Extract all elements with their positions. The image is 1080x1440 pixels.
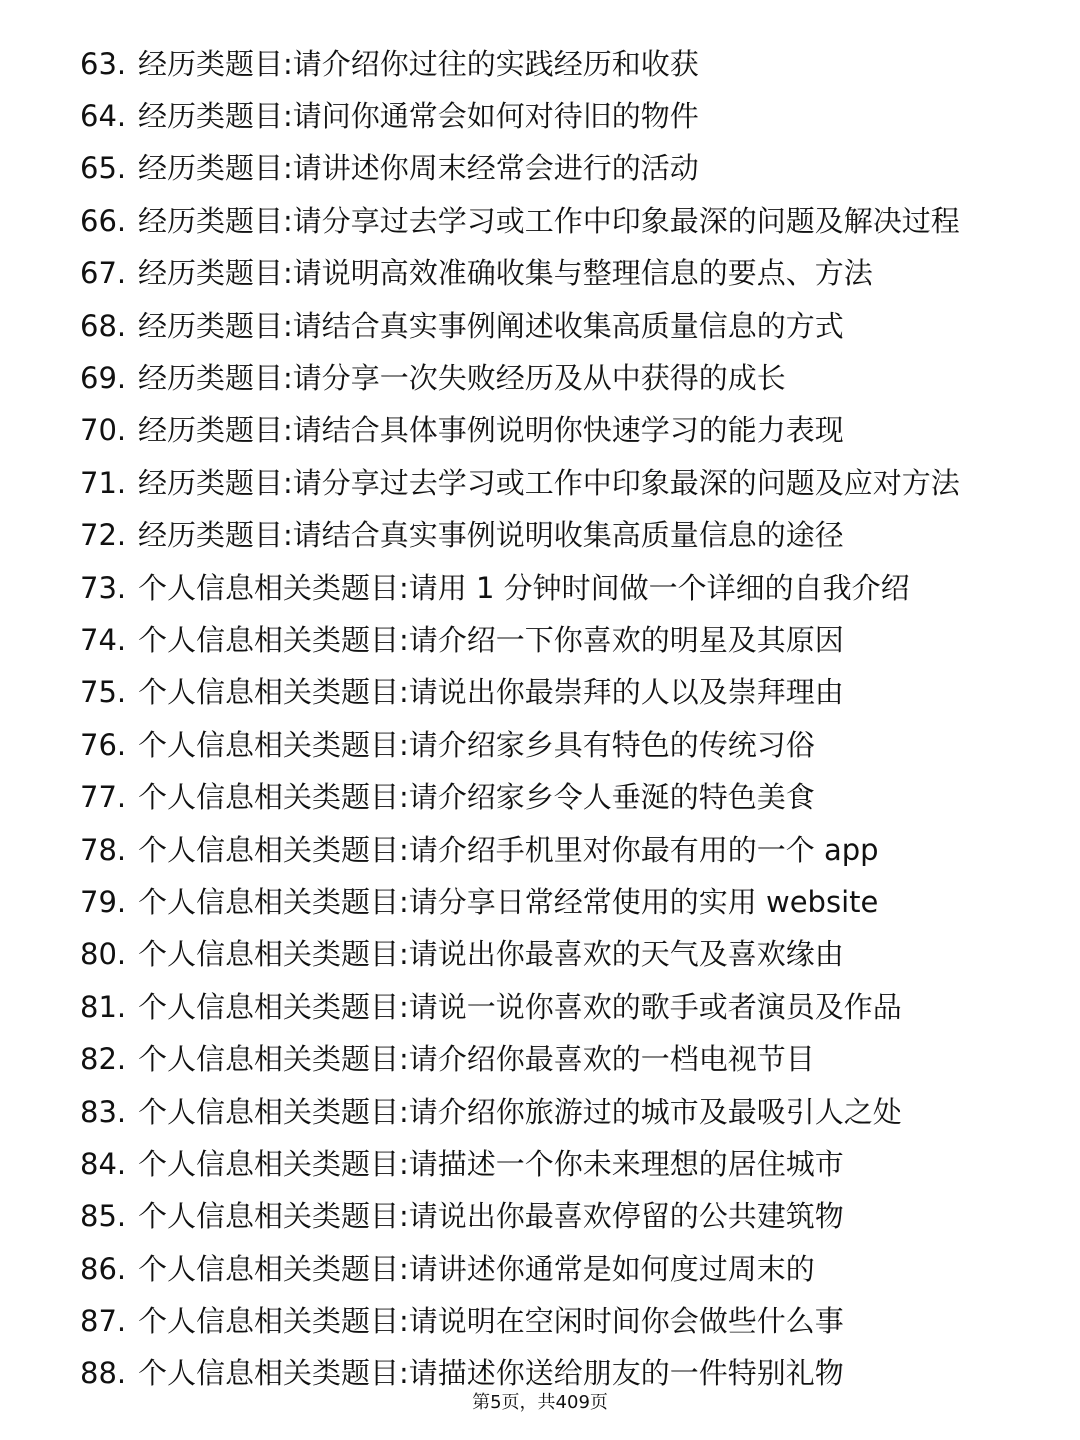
item-number: 68. bbox=[80, 308, 127, 343]
item-text: 个人信息相关类题目:请描述你送给朋友的一件特别礼物 bbox=[138, 1356, 844, 1391]
item-number: 67. bbox=[80, 256, 127, 291]
item-number: 79. bbox=[80, 884, 127, 919]
item-text: 经历类题目:请分享过去学习或工作中印象最深的问题及解决过程 bbox=[138, 203, 960, 238]
list-item bbox=[80, 38, 1060, 90]
item-number: 70. bbox=[80, 413, 127, 448]
item-number: 76. bbox=[80, 727, 127, 762]
item-number: 66. bbox=[80, 203, 127, 238]
item-text: 经历类题目:请分享过去学习或工作中印象最深的问题及应对方法 bbox=[138, 465, 960, 500]
item-number: 69. bbox=[80, 361, 127, 396]
item-number: 82. bbox=[80, 1042, 127, 1077]
item-text: 个人信息相关类题目:请介绍手机里对你最有用的一个 app bbox=[138, 832, 879, 867]
list-item bbox=[80, 510, 1060, 562]
list-item bbox=[80, 457, 1060, 509]
list-item bbox=[80, 405, 1060, 457]
item-text: 个人信息相关类题目:请介绍你旅游过的城市及最吸引人之处 bbox=[138, 1094, 902, 1129]
item-number: 71. bbox=[80, 465, 127, 500]
list-item bbox=[80, 352, 1060, 404]
item-text: 个人信息相关类题目:请介绍家乡令人垂涎的特色美食 bbox=[138, 780, 815, 815]
question-list bbox=[80, 38, 1060, 1400]
list-item bbox=[80, 824, 1060, 876]
item-text: 个人信息相关类题目:请介绍家乡具有特色的传统习俗 bbox=[138, 727, 815, 762]
item-number: 88. bbox=[80, 1356, 127, 1391]
page-number: 第5页，共409页 bbox=[472, 1392, 608, 1413]
list-item bbox=[80, 981, 1060, 1033]
item-number: 84. bbox=[80, 1146, 127, 1181]
item-text: 个人信息相关类题目:请用 1 分钟时间做一个详细的自我介绍 bbox=[138, 570, 910, 605]
list-item bbox=[80, 1191, 1060, 1243]
list-item bbox=[80, 248, 1060, 300]
list-item bbox=[80, 876, 1060, 928]
list-item bbox=[80, 143, 1060, 195]
item-number: 64. bbox=[80, 99, 127, 134]
list-item bbox=[80, 771, 1060, 823]
item-text: 经历类题目:请结合具体事例说明你快速学习的能力表现 bbox=[138, 413, 844, 448]
item-number: 73. bbox=[80, 570, 127, 605]
item-number: 63. bbox=[80, 46, 127, 81]
item-text: 个人信息相关类题目:请说一说你喜欢的歌手或者演员及作品 bbox=[138, 989, 902, 1024]
item-number: 72. bbox=[80, 518, 127, 553]
item-text: 经历类题目:请分享一次失败经历及从中获得的成长 bbox=[138, 361, 786, 396]
list-item bbox=[80, 562, 1060, 614]
item-text: 个人信息相关类题目:请讲述你通常是如何度过周末的 bbox=[138, 1251, 815, 1286]
list-item bbox=[80, 719, 1060, 771]
list-item bbox=[80, 614, 1060, 666]
item-text: 经历类题目:请说明高效准确收集与整理信息的要点、方法 bbox=[138, 256, 873, 291]
item-number: 85. bbox=[80, 1199, 127, 1234]
item-text: 个人信息相关类题目:请说出你最崇拜的人以及崇拜理由 bbox=[138, 675, 844, 710]
item-number: 87. bbox=[80, 1304, 127, 1339]
item-number: 80. bbox=[80, 937, 127, 972]
item-text: 个人信息相关类题目:请说明在空闲时间你会做些什么事 bbox=[138, 1304, 844, 1339]
item-text: 个人信息相关类题目:请分享日常经常使用的实用 website bbox=[138, 884, 879, 919]
list-item bbox=[80, 1243, 1060, 1295]
list-item bbox=[80, 1086, 1060, 1138]
list-item bbox=[80, 195, 1060, 247]
item-text: 个人信息相关类题目:请介绍你最喜欢的一档电视节目 bbox=[138, 1042, 815, 1077]
item-text: 个人信息相关类题目:请描述一个你未来理想的居住城市 bbox=[138, 1146, 844, 1181]
item-number: 81. bbox=[80, 989, 127, 1024]
item-number: 78. bbox=[80, 832, 127, 867]
list-item bbox=[80, 929, 1060, 981]
item-number: 74. bbox=[80, 622, 127, 657]
list-item bbox=[80, 1033, 1060, 1085]
item-number: 75. bbox=[80, 675, 127, 710]
list-item bbox=[80, 1138, 1060, 1190]
list-item bbox=[80, 667, 1060, 719]
item-number: 86. bbox=[80, 1251, 127, 1286]
item-text: 经历类题目:请介绍你过往的实践经历和收获 bbox=[138, 46, 699, 81]
item-number: 83. bbox=[80, 1094, 127, 1129]
item-text: 经历类题目:请结合真实事例阐述收集高质量信息的方式 bbox=[138, 308, 844, 343]
item-text: 个人信息相关类题目:请说出你最喜欢的天气及喜欢缘由 bbox=[138, 937, 844, 972]
list-item bbox=[80, 300, 1060, 352]
item-number: 65. bbox=[80, 151, 127, 186]
list-item bbox=[80, 90, 1060, 142]
item-text: 经历类题目:请结合真实事例说明收集高质量信息的途径 bbox=[138, 518, 844, 553]
item-number: 77. bbox=[80, 780, 127, 815]
item-text: 个人信息相关类题目:请说出你最喜欢停留的公共建筑物 bbox=[138, 1199, 844, 1234]
item-text: 经历类题目:请问你通常会如何对待旧的物件 bbox=[138, 99, 699, 134]
list-item bbox=[80, 1295, 1060, 1347]
item-text: 个人信息相关类题目:请介绍一下你喜欢的明星及其原因 bbox=[138, 622, 844, 657]
item-text: 经历类题目:请讲述你周末经常会进行的活动 bbox=[138, 151, 699, 186]
